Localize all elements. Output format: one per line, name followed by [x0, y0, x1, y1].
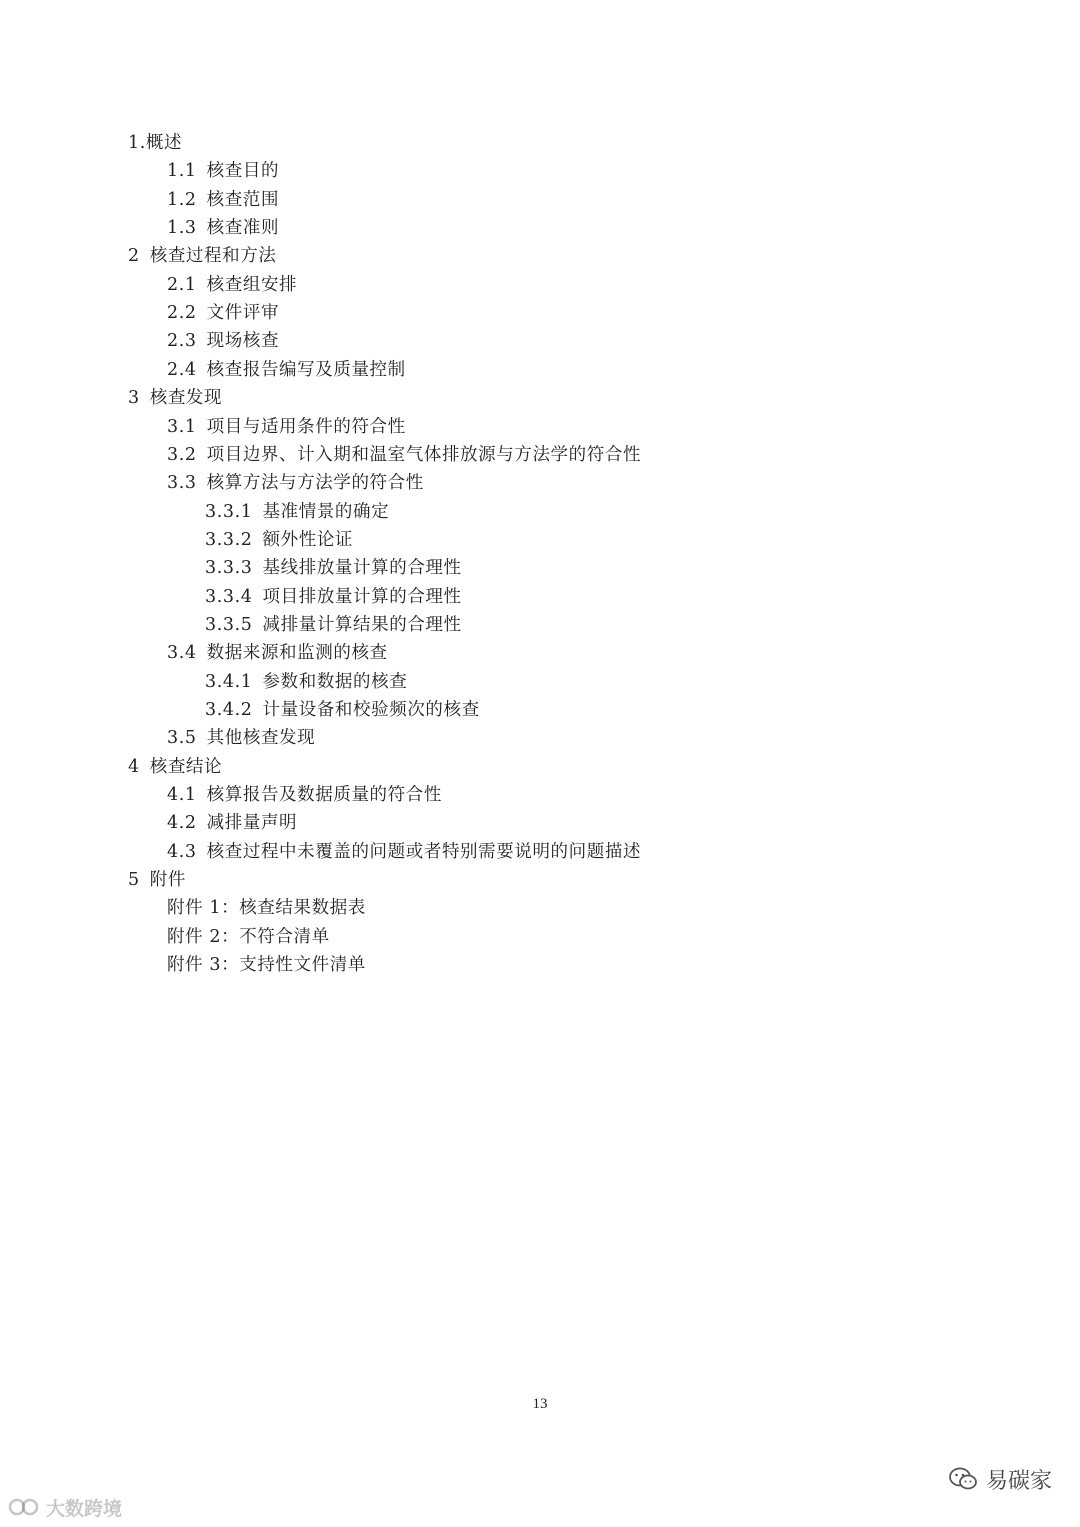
toc-entry-title: 核查组安排	[206, 274, 298, 295]
watermark-dashujujing	[8, 1492, 122, 1522]
toc-entry-title: 计量设备和校验频次的核查	[262, 700, 480, 720]
toc-entry-title: 附件	[149, 870, 186, 891]
toc-entry-title: 核查过程和方法	[149, 246, 277, 267]
toc-entry-title: 现场核查	[206, 331, 280, 352]
page-number: 13	[532, 1396, 548, 1412]
toc-entry-number: 3.3.2	[205, 529, 253, 550]
toc-entry	[0, 384, 222, 412]
watermark-yitanjia	[948, 1461, 1052, 1497]
toc-entry-title: 不符合清单	[239, 926, 330, 947]
toc-entry-title: 核查范围	[206, 189, 280, 210]
toc-entry-title: 核查报告编写及质量控制	[206, 359, 406, 380]
toc-entry-title: 参数和数据的核查	[262, 671, 408, 692]
toc-entry-number: 3.3.4	[205, 586, 253, 607]
toc-entry	[0, 498, 389, 526]
toc-entry-number: 3.4.1	[205, 671, 253, 692]
toc-entry-title: 核查结果数据表	[239, 898, 366, 919]
toc-entry-number: 3.1	[167, 416, 197, 437]
toc-entry	[0, 214, 279, 242]
toc-entry-title: 数据来源和监测的核查	[206, 643, 388, 664]
toc-entry	[0, 923, 330, 951]
toc-entry-number: 附件 3：	[167, 955, 240, 976]
toc-entry-number: 3.3.3	[205, 558, 253, 579]
toc-entry-number: 2.4	[167, 359, 197, 380]
toc-entry-title: 核算报告及数据质量的符合性	[206, 785, 442, 806]
toc-entry-title: 项目排放量计算的合理性	[262, 586, 462, 607]
toc-entry-number: 2.1	[167, 274, 197, 295]
toc-entry	[0, 356, 406, 384]
toc-entry-title: 文件评审	[206, 303, 280, 324]
toc-entry	[0, 668, 407, 696]
watermark-yitanjia-text: 易碳家	[985, 1468, 1052, 1494]
toc-entry-number: 3	[128, 388, 140, 409]
toc-entry	[0, 299, 279, 327]
toc-entry	[0, 186, 279, 214]
watermark-dashujujing-text: 大数跨境	[46, 1497, 123, 1520]
toc-entry-title: 概述	[145, 133, 183, 153]
toc-entry-title: 减排量计算结果的合理性	[262, 614, 462, 635]
toc-entry-number: 5	[128, 870, 140, 891]
toc-entry	[0, 441, 641, 469]
toc-entry-number: 4.3	[167, 841, 197, 862]
toc-entry-number: 3.3.5	[205, 614, 253, 635]
toc-entry	[0, 866, 186, 894]
toc-entry-number: 3.2	[167, 444, 197, 465]
toc-entry-title: 核查准则	[206, 218, 280, 239]
toc-entry	[0, 781, 442, 809]
toc-entry	[0, 951, 366, 979]
toc-entry	[0, 724, 315, 752]
toc-entry-number: 2.2	[167, 303, 197, 324]
toc-entry	[0, 753, 222, 781]
wechat-icon	[948, 1466, 978, 1492]
toc-entry-number: 1.	[128, 133, 146, 153]
toc-entry-number: 4.1	[167, 785, 197, 806]
toc-entry-number: 2	[128, 246, 140, 267]
toc-entry-number: 3.4.2	[205, 700, 253, 720]
toc-entry	[0, 611, 462, 639]
toc-entry-number: 1.1	[167, 161, 197, 182]
dashujujing-logo-icon	[8, 1496, 40, 1518]
toc-entry	[0, 639, 388, 667]
toc-entry	[0, 129, 182, 157]
toc-entry-title: 项目与适用条件的符合性	[206, 416, 406, 437]
toc-entry-title: 支持性文件清单	[239, 955, 366, 976]
toc-entry-title: 其他核查发现	[206, 728, 316, 749]
toc-entry-title: 额外性论证	[262, 529, 354, 550]
toc-entry-title: 基线排放量计算的合理性	[262, 558, 462, 579]
toc-entry-title: 核查结论	[149, 756, 223, 777]
toc-entry	[0, 469, 424, 497]
toc-entry	[0, 526, 353, 554]
toc-entry-number: 附件 1：	[167, 898, 240, 919]
toc-entry-title: 项目边界、计入期和温室气体排放源与方法学的符合性	[206, 444, 642, 465]
toc-entry	[0, 838, 641, 866]
toc-entry	[0, 157, 279, 185]
toc-entry-number: 2.3	[167, 331, 197, 352]
toc-entry-number: 3.3.1	[205, 501, 253, 522]
toc-entry	[0, 696, 480, 724]
toc-entry-title: 减排量声明	[206, 813, 298, 834]
toc-entry	[0, 583, 462, 611]
toc-entry-number: 附件 2：	[167, 926, 240, 947]
toc-entry-number: 1.3	[167, 218, 197, 239]
toc-entry-title: 核查发现	[149, 388, 223, 409]
toc-entry	[0, 554, 462, 582]
toc-entry-title: 核查过程中未覆盖的问题或者特别需要说明的问题描述	[206, 841, 642, 862]
toc-entry-title: 核查目的	[206, 161, 280, 182]
toc-entry	[0, 327, 279, 355]
toc-entry-number: 1.2	[167, 189, 197, 210]
toc-entry-title: 核算方法与方法学的符合性	[206, 473, 424, 494]
toc-entry-number: 3.3	[167, 473, 197, 494]
toc-entry-title: 基准情景的确定	[262, 501, 390, 522]
toc-entry-number: 4.2	[167, 813, 197, 834]
toc-entry	[0, 413, 406, 441]
toc-entry	[0, 809, 297, 837]
toc-entry	[0, 894, 366, 922]
toc-entry	[0, 271, 297, 299]
toc-entry-number: 3.4	[167, 643, 197, 664]
toc-entry-number: 3.5	[167, 728, 197, 749]
toc-entry-number: 4	[128, 756, 140, 777]
toc-entry	[0, 242, 276, 270]
